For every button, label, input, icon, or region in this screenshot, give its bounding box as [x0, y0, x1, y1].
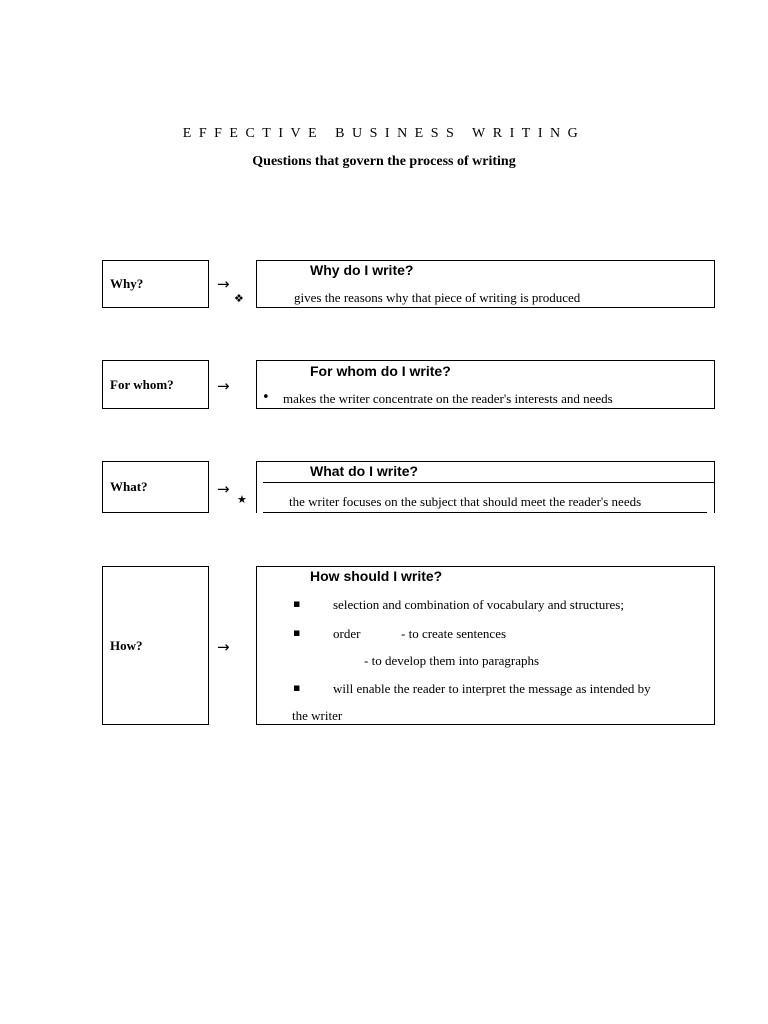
arrow-icon: → [217, 377, 230, 395]
question-label: For whom? [110, 376, 174, 392]
answer-heading: Why do I write? [310, 262, 414, 278]
answer-heading: How should I write? [310, 568, 443, 584]
answer-text: makes the writer concentrate on the reader's interests and needs [283, 391, 613, 406]
square-bullet-icon: ▪ [293, 626, 301, 639]
answer-heading: What do I write? [310, 463, 419, 479]
question-label: What? [110, 479, 148, 494]
list-item-text: order [333, 626, 361, 641]
answer-box-how [256, 566, 715, 725]
answer-box-why [256, 260, 715, 308]
diamond-bullet-icon: ❖ [234, 292, 244, 305]
answer-text: gives the reasons why that piece of writing is produced [294, 290, 581, 305]
question-box-how [102, 566, 209, 725]
question-box-why [102, 260, 209, 308]
document-subtitle: Questions that govern the process of writing [252, 154, 516, 169]
question-box-what [102, 461, 209, 513]
dot-bullet-icon: • [262, 390, 270, 405]
question-label: How? [110, 637, 143, 653]
question-box-for-whom [102, 360, 209, 409]
list-item-subtext: - to develop them into paragraphs [364, 653, 540, 668]
document-title: EFFECTIVE BUSINESS WRITING [182, 126, 586, 141]
answer-heading: For whom do I write? [310, 363, 451, 379]
list-item-text: selection and combination of vocabulary and structures; [333, 597, 624, 612]
divider [263, 512, 707, 513]
divider [263, 482, 714, 483]
list-item-continuation: the writer [292, 708, 343, 723]
arrow-icon: → [217, 275, 230, 293]
list-item-text: will enable the reader to interpret the message as intended by [333, 681, 651, 696]
question-label: Why? [110, 276, 144, 291]
arrow-icon: → [217, 480, 230, 498]
list-item-subtext: - to create sentences [401, 626, 507, 641]
answer-box-what [256, 461, 715, 513]
answer-box-for-whom [256, 360, 715, 409]
square-bullet-icon: ▪ [293, 681, 301, 694]
square-bullet-icon: ▪ [293, 597, 301, 610]
answer-text: the writer focuses on the subject that should meet the reader's needs [289, 494, 642, 509]
star-bullet-icon: ★ [237, 493, 247, 506]
arrow-icon: → [217, 638, 230, 656]
